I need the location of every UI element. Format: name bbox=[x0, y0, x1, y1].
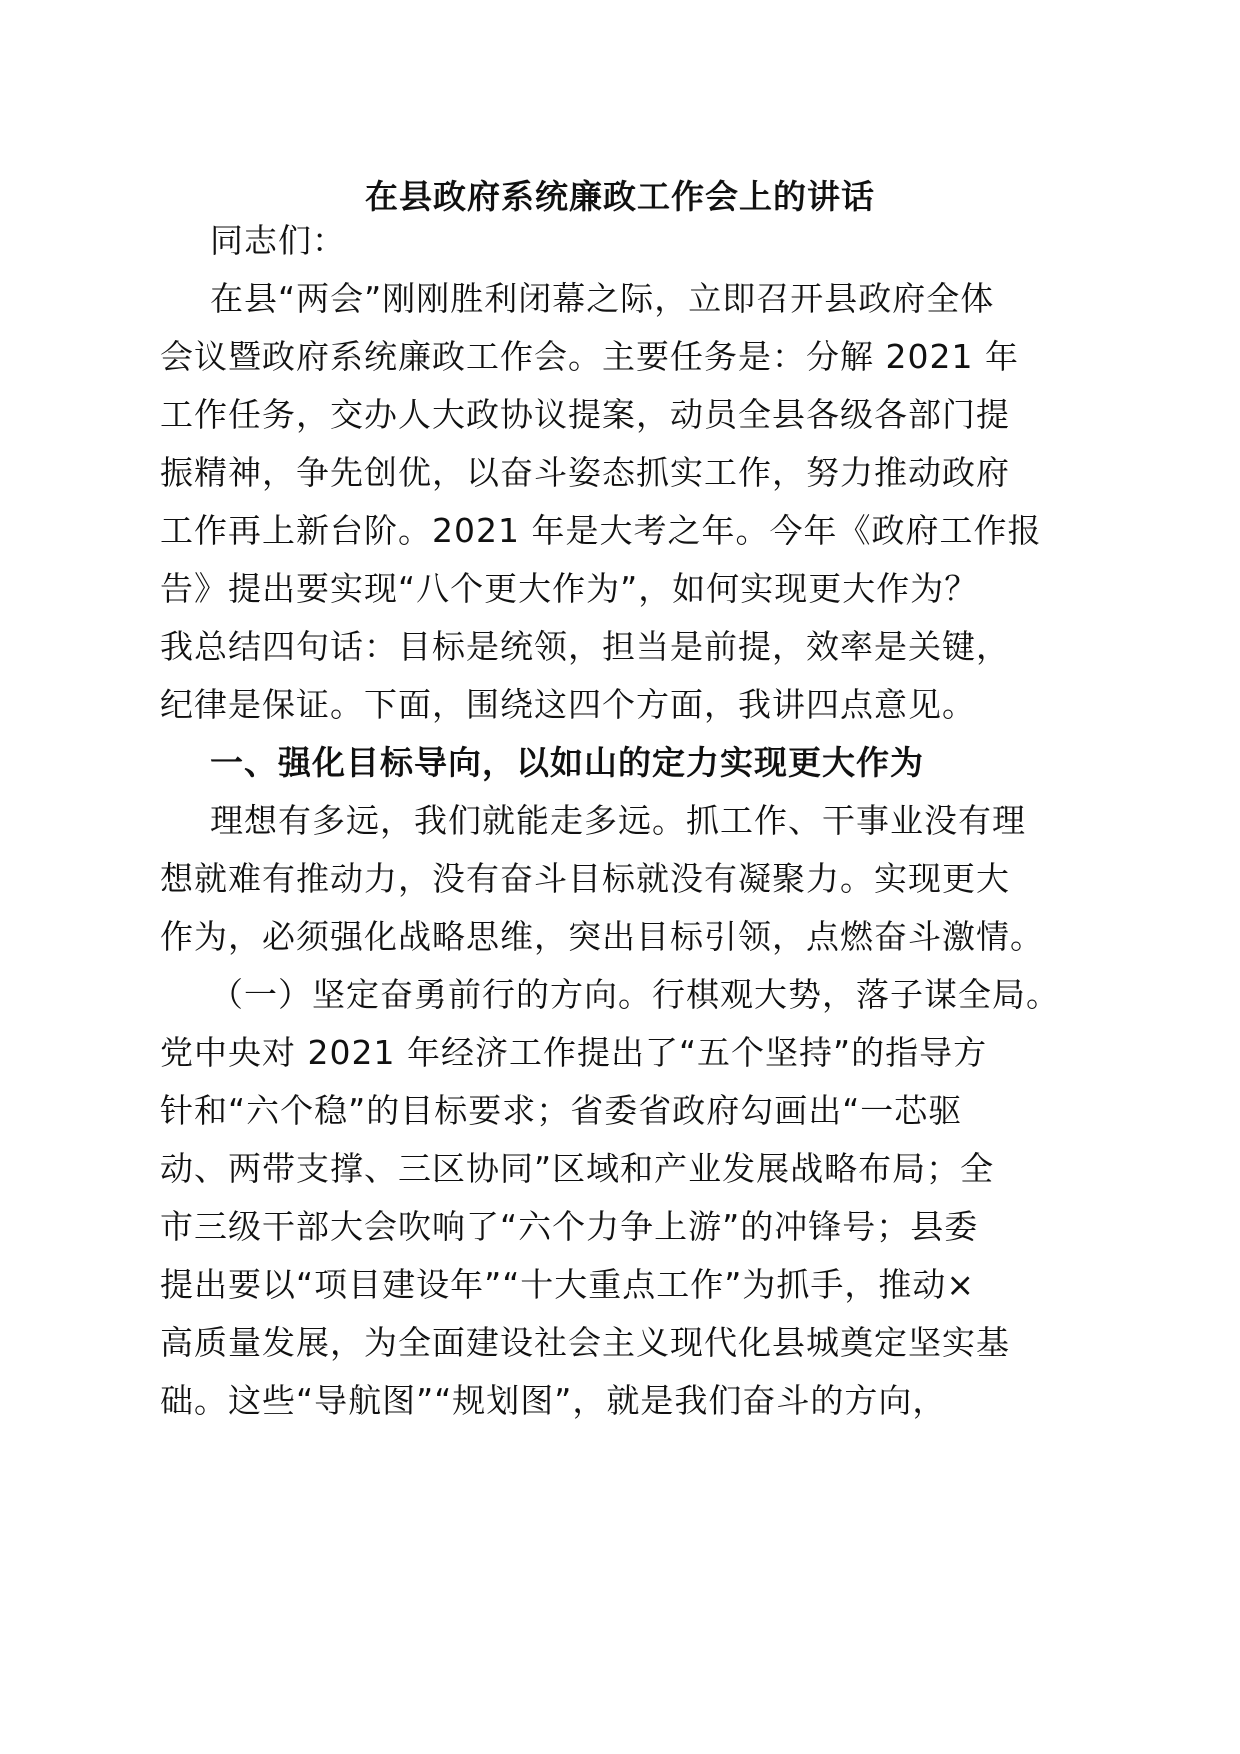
paragraph-line: 高质量发展，为全面建设社会主义现代化县城奠定坚实基 bbox=[160, 1323, 1010, 1362]
paragraph-line: 纪律是保证。下面，围绕这四个方面，我讲四点意见。 bbox=[160, 685, 976, 724]
paragraph-line: 想就难有推动力，没有奋斗目标就没有凝聚力。实现更大 bbox=[160, 859, 1010, 898]
paragraph-line: 市三级干部大会吹响了“六个力争上游”的冲锋号；县委 bbox=[160, 1207, 979, 1246]
subsection-line: （一）坚定奋勇前行的方向。行棋观大势，落子谋全局。 bbox=[210, 975, 1060, 1014]
paragraph-line: 告》提出要实现“八个更大作为”，如何实现更大作为？ bbox=[160, 569, 979, 608]
paragraph-line: 动、两带支撑、三区协同”区域和产业发展战略布局；全 bbox=[160, 1149, 995, 1188]
document-title: 在县政府系统廉政工作会上的讲话 bbox=[365, 177, 875, 216]
paragraph-line: 工作再上新台阶。2021 年是大考之年。今年《政府工作报 bbox=[160, 511, 1042, 550]
paragraph-line: 针和“六个稳”的目标要求；省委省政府勾画出“一芯驱 bbox=[160, 1091, 963, 1130]
paragraph-line: 提出要以“项目建设年”“十大重点工作”为抓手，推动× bbox=[160, 1265, 976, 1304]
paragraph-line: 我总结四句话：目标是统领，担当是前提，效率是关键， bbox=[160, 627, 1010, 666]
paragraph-line: 会议暨政府系统廉政工作会。主要任务是：分解 2021 年 bbox=[160, 337, 1019, 376]
salutation: 同志们： bbox=[210, 221, 346, 260]
paragraph-line: 在县“两会”刚刚胜利闭幕之际，立即召开县政府全体 bbox=[210, 279, 995, 318]
paragraph-line: 工作任务，交办人大政协议提案，动员全县各级各部门提 bbox=[160, 395, 1010, 434]
paragraph-line: 理想有多远，我们就能走多远。抓工作、干事业没有理 bbox=[210, 801, 1026, 840]
paragraph-line: 振精神，争先创优，以奋斗姿态抓实工作，努力推动政府 bbox=[160, 453, 1010, 492]
paragraph-line: 党中央对 2021 年经济工作提出了“五个坚持”的指导方 bbox=[160, 1033, 988, 1072]
section-heading: 一、强化目标导向，以如山的定力实现更大作为 bbox=[210, 743, 924, 782]
paragraph-line: 础。这些“导航图”“规划图”，就是我们奋斗的方向， bbox=[160, 1381, 947, 1420]
paragraph-line: 作为，必须强化战略思维，突出目标引领，点燃奋斗激情。 bbox=[160, 917, 1044, 956]
